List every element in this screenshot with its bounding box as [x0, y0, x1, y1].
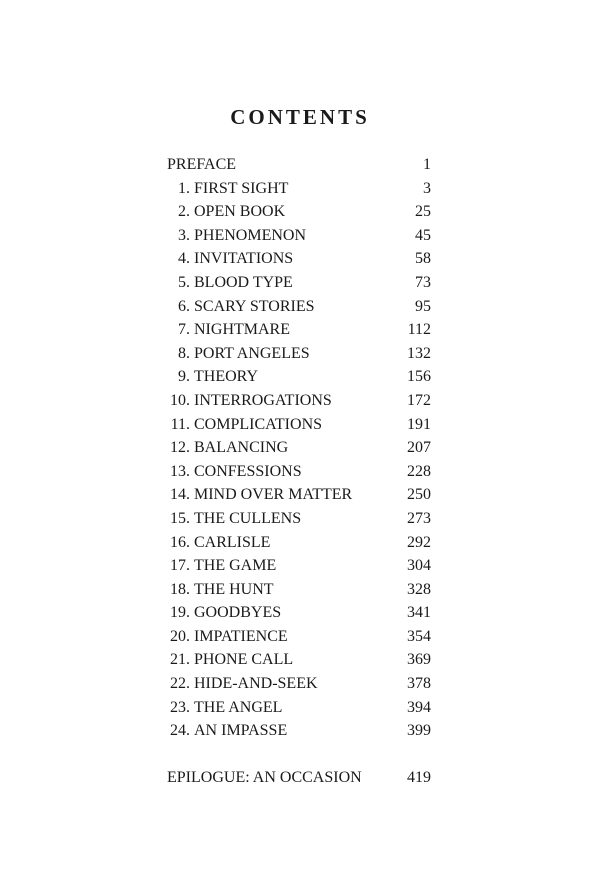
toc-entry-label-group: [167, 436, 288, 460]
toc-entry: [167, 247, 431, 271]
chapter-number: 11.: [170, 415, 190, 433]
toc-entry: [167, 554, 431, 578]
toc-entry: [167, 719, 431, 743]
page-number: 112: [407, 321, 431, 339]
toc-entry-label-group: [167, 342, 310, 366]
toc-entry-label-group: [167, 625, 288, 649]
chapter-number: 7.: [178, 321, 190, 339]
page-number: 341: [407, 604, 431, 622]
toc-entry-label-group: [167, 389, 332, 413]
page-number: 207: [407, 439, 431, 457]
chapter-number: 9.: [178, 368, 190, 386]
chapter-number: 3.: [178, 226, 190, 244]
toc-entry: [167, 177, 431, 201]
chapter-title: BALANCING: [194, 439, 289, 457]
chapter-number: 24.: [170, 722, 190, 740]
chapter-number: 14.: [170, 486, 190, 504]
toc-entry-label-group: [167, 483, 352, 507]
toc-entry: [167, 601, 431, 625]
toc-entry: [167, 365, 431, 389]
chapter-number: 22.: [170, 675, 190, 693]
page-number: 25: [415, 203, 431, 221]
toc-entry: [167, 648, 431, 672]
toc-entry-label-group: [167, 648, 293, 672]
chapter-number: 15.: [170, 509, 190, 527]
chapter-number: 18.: [170, 580, 190, 598]
chapter-title: SCARY STORIES: [194, 297, 315, 315]
page-number: 1: [423, 156, 431, 173]
toc-entry: [167, 318, 431, 342]
toc-entry: [167, 342, 431, 366]
page-number: 250: [407, 486, 431, 504]
chapter-number: 19.: [170, 604, 190, 622]
page-number: 378: [407, 675, 431, 693]
toc-entry: [167, 766, 431, 790]
page-number: 273: [407, 509, 431, 527]
table-of-contents: [167, 153, 431, 789]
toc-entry: [167, 696, 431, 720]
toc-entry-label-group: [167, 413, 322, 437]
chapter-title: PREFACE: [167, 156, 237, 173]
chapter-number: 12.: [170, 439, 190, 457]
page-number: 304: [407, 557, 431, 575]
toc-entry-label-group: [167, 365, 258, 389]
chapter-title: THE GAME: [194, 557, 277, 575]
chapter-title: INVITATIONS: [194, 250, 294, 268]
toc-entry-label-group: [167, 719, 287, 743]
toc-entry-label-group: [167, 224, 306, 248]
chapter-title: HIDE-AND-SEEK: [194, 675, 318, 693]
chapter-title: CONFESSIONS: [194, 462, 302, 480]
toc-entry-label-group: [167, 271, 293, 295]
chapter-title: AN IMPASSE: [194, 722, 288, 740]
chapter-number: 20.: [170, 627, 190, 645]
page-number: 132: [407, 344, 431, 362]
chapter-title: BLOOD TYPE: [194, 273, 293, 291]
toc-entry-label-group: [167, 247, 293, 271]
toc-entry: [167, 483, 431, 507]
toc-entry-label-group: [167, 578, 274, 602]
toc-entry: [167, 578, 431, 602]
chapter-title: GOODBYES: [194, 604, 282, 622]
page-number: 3: [423, 179, 431, 197]
page-number: 354: [407, 627, 431, 645]
chapter-title: IMPATIENCE: [194, 627, 288, 645]
chapter-title: THEORY: [194, 368, 258, 386]
toc-entry-label-group: [167, 531, 270, 555]
page-number: 95: [415, 297, 431, 315]
chapter-number: 13.: [170, 462, 190, 480]
page-number: 45: [415, 226, 431, 244]
toc-entry-label-group: [167, 507, 301, 531]
page-title: CONTENTS: [230, 105, 370, 129]
toc-entry-label-group: [167, 766, 362, 790]
chapter-number: 10.: [170, 391, 190, 409]
chapter-number: 1.: [178, 179, 190, 197]
page-number: 369: [407, 651, 431, 669]
toc-entry: [167, 625, 431, 649]
page-number: 328: [407, 580, 431, 598]
toc-entry-label-group: [167, 200, 285, 224]
page-number: 172: [407, 391, 431, 409]
toc-entry-label-group: [167, 460, 302, 484]
toc-entry-label-group: [167, 601, 281, 625]
toc-entry: [167, 460, 431, 484]
toc-entry: [167, 531, 431, 555]
chapter-number: 4.: [178, 250, 190, 268]
page-number: 58: [415, 250, 431, 268]
page-number: 73: [415, 273, 431, 291]
chapter-title: PHONE CALL: [194, 651, 294, 669]
page-number: 394: [407, 698, 431, 716]
toc-entry-label-group: [167, 153, 236, 177]
chapter-title: THE HUNT: [194, 580, 274, 598]
toc-entry: [167, 271, 431, 295]
page-number: 399: [407, 722, 431, 740]
chapter-number: 21.: [170, 651, 190, 669]
toc-entry-label-group: [167, 177, 288, 201]
chapter-number: 6.: [178, 297, 190, 315]
chapter-title: COMPLICATIONS: [194, 415, 323, 433]
toc-entry: [167, 200, 431, 224]
chapter-title: NIGHTMARE: [194, 321, 290, 339]
chapter-number: 16.: [170, 533, 190, 551]
chapter-title: INTERROGATIONS: [194, 391, 332, 409]
toc-entry: [167, 224, 431, 248]
toc-entry: [167, 672, 431, 696]
chapter-number: 2.: [178, 203, 190, 221]
chapter-number: 23.: [170, 698, 190, 716]
toc-entry-label-group: [167, 318, 290, 342]
chapter-title: OPEN BOOK: [194, 203, 286, 221]
page-number: 419: [407, 768, 431, 786]
chapter-number: 8.: [178, 344, 190, 362]
chapter-title: PORT ANGELES: [194, 344, 310, 362]
toc-entry-label-group: [167, 295, 314, 319]
page-number: 191: [407, 415, 431, 433]
page-number: 292: [407, 533, 431, 551]
chapter-number: 5.: [178, 273, 190, 291]
chapter-number: 17.: [170, 557, 190, 575]
chapter-title: THE CULLENS: [194, 509, 302, 527]
chapter-title: FIRST SIGHT: [194, 179, 289, 197]
toc-entry: [167, 295, 431, 319]
chapter-title: EPILOGUE: AN OCCASION: [167, 768, 362, 786]
toc-entry-label-group: [167, 672, 318, 696]
toc-entry-label-group: [167, 696, 282, 720]
toc-entry: [167, 153, 431, 177]
chapter-title: MIND OVER MATTER: [194, 486, 353, 504]
toc-entry: [167, 413, 431, 437]
chapter-title: PHENOMENON: [194, 226, 306, 244]
chapter-title: THE ANGEL: [194, 698, 283, 716]
toc-entry-label-group: [167, 554, 276, 578]
chapter-title: CARLISLE: [194, 533, 271, 551]
toc-entry: [167, 389, 431, 413]
page-number: 228: [407, 462, 431, 480]
toc-entry: [167, 507, 431, 531]
toc-entry: [167, 436, 431, 460]
page-number: 156: [407, 368, 431, 386]
